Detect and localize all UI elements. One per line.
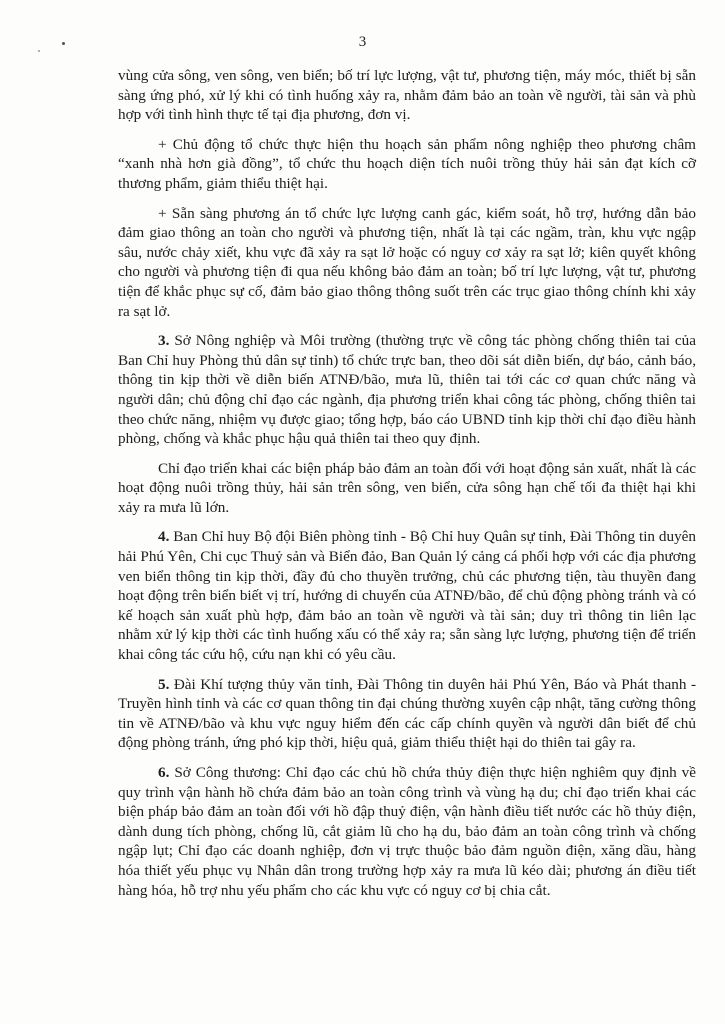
paragraph xyxy=(118,66,696,125)
paragraph xyxy=(118,763,696,900)
paragraph-text: + Sẵn sàng phương án tổ chức lực lượng canh gác, kiểm soát, hỗ trợ, hướng dẫn bảo đảm giao thông an toàn cho người và phương tiện, nhất là tại các ngầm, tràn, khu vực ngập sâu, nước chảy xiết, khu vực đã xảy ra sạt lở hoặc có nguy cơ xảy ra sạt lở; kiên quyết không cho người và phương tiện đi qua nếu không bảo đảm an toàn; bố trí lực lượng, vật tư, phương tiện để khắc phục sự cố, đảm bảo giao thông thông suốt trên các trục giao thông chính khi xảy ra sạt lở. xyxy=(118,204,696,320)
paragraph xyxy=(118,675,696,753)
paragraph-text: Ban Chỉ huy Bộ đội Biên phòng tỉnh - Bộ Chỉ huy Quân sự tỉnh, Đài Thông tin duyên hải Phú Yên, Chi cục Thuỷ sản và Biển đảo, Ban Quản lý cảng cá phối hợp với các địa phương ven biển thông tin kịp thời, đầy đủ cho thuyền trưởng, chủ các phương tiện, tàu thuyền đang hoạt động trên biển biết vị trí, hướng di chuyển của ATNĐ/bão, để chủ động phòng tránh và có kế hoạch sản xuất phù hợp, đảm bảo an toàn về người và tài sản; duy trì thông tin liên lạc nhằm xử lý kịp thời các tình huống xấu có thể xảy ra; sẵn sàng lực lượng, phương tiện để triển khai công tác cứu hộ, cứu nạn khi có yêu cầu. xyxy=(118,528,696,664)
section-number: 6. xyxy=(158,764,170,781)
section-number: 5. xyxy=(158,675,170,693)
paragraph-text: Đài Khí tượng thủy văn tỉnh, Đài Thông tin duyên hải Phú Yên, Báo và Phát thanh - Truyền hình tỉnh và các cơ quan thông tin đại chúng thường xuyên cập nhật, tăng cường thông tin về ATNĐ/bão và khu vực nguy hiểm đến các cấp chính quyền và người dân biết để chủ động phòng tránh, ứng phó kịp thời, hiệu quả, giảm thiểu thiệt hại do thiên tai gây ra. xyxy=(118,675,696,752)
page-number: 3 xyxy=(358,34,367,50)
paragraph-text: Sở Công thương: Chỉ đạo các chủ hồ chứa thủy điện thực hiện nghiêm quy định về quy trình vận hành hồ chứa đảm bảo an toàn công trình và vùng hạ du; chỉ đạo triển khai các biện pháp bảo đảm an toàn đối với hồ đập thuỷ điện, vận hành điều tiết nước các hồ thủy điện, dành dung tích phòng, chống lũ, cắt giảm lũ cho hạ du, bảo đảm an toàn công trình và chống ngập lụt; Chỉ đạo các doanh nghiệp, đơn vị trực thuộc bảo đảm nguồn điện, xăng dầu, hàng hóa thiết yếu phục vụ Nhân dân trong trường hợp xảy ra mưa lũ kéo dài; phương án điều tiết hàng hóa, hỗ trợ nhu yếu phẩm cho các khu vực có nguy cơ bị chia cắt. xyxy=(118,764,697,899)
paragraph xyxy=(118,459,696,518)
paragraph xyxy=(118,527,696,664)
paragraph xyxy=(118,135,696,194)
paragraph xyxy=(118,331,696,449)
document-body xyxy=(118,66,696,910)
paragraph-text: vùng cửa sông, ven sông, ven biển; bố trí lực lượng, vật tư, phương tiện, máy móc, thiết bị sẵn sàng ứng phó, xử lý khi có tình huống xảy ra, nhằm đảm bảo an toàn về người, tài sản và phù hợp với tình hình thực tế tại địa phương, đơn vị. xyxy=(118,67,696,124)
paragraph-text: + Chủ động tổ chức thực hiện thu hoạch sản phẩm nông nghiệp theo phương châm “xanh nhà hơn già đồng”, tổ chức thu hoạch diện tích nuôi trồng thủy hải sản đạt kích cỡ thương phẩm, giảm thiểu thiệt hại. xyxy=(118,135,696,192)
paragraph-text: Chỉ đạo triển khai các biện pháp bảo đảm an toàn đối với hoạt động sản xuất, nhất là các hoạt động nuôi trồng thủy, hải sản trên sông, ven biển, cửa sông hạn chế tối đa thiệt hại khi xảy ra mưa lũ lớn. xyxy=(118,459,696,516)
paragraph xyxy=(118,204,696,322)
section-number: 3. xyxy=(158,332,170,350)
section-number: 4. xyxy=(158,528,170,546)
paragraph-text: Sở Nông nghiệp và Môi trường (thường trực về công tác phòng chống thiên tai của Ban Chỉ huy Phòng thủ dân sự tỉnh) tổ chức trực ban, theo dõi sát diễn biến, dự báo, cảnh báo, thông tin kịp thời về diễn biến ATNĐ/bão, mưa lũ, thiên tai tới các cơ quan chức năng và người dân; chủ động chỉ đạo các ngành, địa phương triển khai công tác phòng, chống thiên tai theo chức năng, nhiệm vụ được giao; tổng hợp, báo cáo UBND tỉnh kịp thời chỉ đạo điều hành phòng, chống và khắc phục hậu quả thiên tai theo quy định. xyxy=(118,332,697,448)
